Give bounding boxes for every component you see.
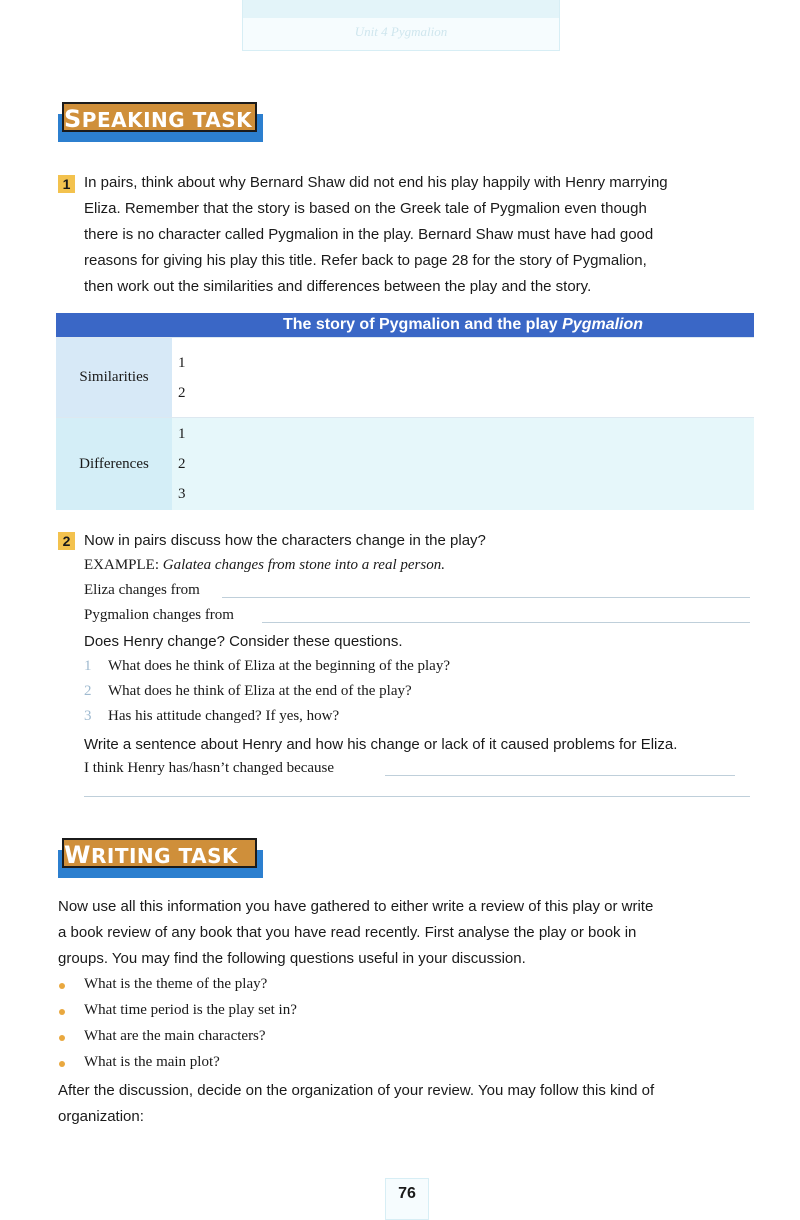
pygmalion-answer-line[interactable] (262, 622, 750, 623)
row-number: 3 (178, 486, 186, 502)
page-number: 76 (385, 1178, 429, 1220)
speaking-task-banner (58, 102, 263, 144)
write-sentence-instruction: Write a sentence about Henry and how his change or lack of it caused problems for Eliza. (84, 736, 678, 753)
row-number: 2 (178, 384, 186, 401)
q1-line: then work out the similarities and differences between the play and the story. (84, 278, 592, 295)
row-number: 1 (178, 426, 186, 442)
table-header: The story of Pygmalion and the play Pygmalion (172, 313, 754, 338)
intro-line: Now use all this information you have gathered to either write a review of this play or write (58, 898, 654, 915)
discussion-question: What time period is the play set in? (84, 1002, 297, 1018)
comparison-table (56, 313, 754, 510)
similarities-label: Similarities (56, 338, 172, 418)
question-2-prompt: Now in pairs discuss how the characters change in the play? (84, 532, 486, 549)
eliza-changes-label: Eliza changes from (84, 582, 200, 598)
writing-task-banner (58, 838, 263, 880)
intro-line: groups. You may find the following questions useful in your discussion. (58, 950, 526, 967)
pygmalion-changes-label: Pygmalion changes from (84, 607, 234, 623)
question-2-number: 2 (58, 532, 75, 550)
after-discussion-text (58, 1078, 768, 1130)
i-think-answer-line[interactable] (385, 775, 735, 776)
differences-label: Differences (56, 418, 172, 511)
question-1-number: 1 (58, 175, 75, 193)
q1-line: Eliza. Remember that the story is based on the Greek tale of Pygmalion even though (84, 200, 647, 217)
henry-question-2: 2 What does he think of Eliza at the end of the play? (84, 683, 412, 699)
discussion-question: What is the theme of the play? (84, 976, 268, 992)
bullet-dot (59, 1035, 65, 1041)
differences-answer-area[interactable] (201, 418, 754, 511)
bullet-dot (59, 1061, 65, 1067)
henry-question-3: 3 Has his attitude changed? If yes, how? (84, 708, 340, 724)
intro-line: a book review of any book that you have read recently. First analyse the play or book in (58, 924, 637, 941)
i-think-answer-line-2[interactable] (84, 796, 750, 797)
writing-intro (58, 894, 768, 972)
example-line: EXAMPLE: Galatea changes from stone into a real person. (84, 557, 445, 573)
writing-task-title: WRITING TASK (64, 841, 238, 869)
i-think-label: I think Henry has/hasn’t changed because (84, 760, 335, 776)
eliza-answer-line[interactable] (222, 597, 750, 598)
differences-numbers (172, 418, 201, 511)
q1-line: there is no character called Pygmalion in the play. Bernard Shaw must have had good (84, 226, 654, 243)
question-1-text (84, 170, 764, 300)
speaking-task-title: SPEAKING TASK (64, 105, 253, 133)
table-corner (56, 313, 172, 338)
row-number: 2 (178, 456, 186, 472)
similarities-answer-area[interactable] (201, 338, 754, 418)
after-line: organization: (58, 1108, 144, 1125)
q1-line: reasons for giving his play this title. Refer back to page 28 for the story of Pygmalion, (84, 252, 647, 269)
henry-question: Does Henry change? Consider these questions. (84, 633, 403, 650)
row-number: 1 (178, 354, 186, 371)
bullet-dot (59, 983, 65, 989)
q1-line: In pairs, think about why Bernard Shaw did not end his play happily with Henry marrying (84, 174, 668, 191)
discussion-question: What is the main plot? (84, 1054, 220, 1070)
unit-header-tab (242, 0, 560, 51)
henry-question-1: 1 What does he think of Eliza at the beginning of the play? (84, 658, 450, 674)
discussion-question: What are the main characters? (84, 1028, 266, 1044)
bullet-dot (59, 1009, 65, 1015)
similarities-numbers (172, 338, 201, 418)
unit-label: Unit 4 Pygmalion (354, 24, 448, 39)
header-band (243, 0, 559, 18)
after-line: After the discussion, decide on the organization of your review. You may follow this kind of (58, 1082, 655, 1099)
